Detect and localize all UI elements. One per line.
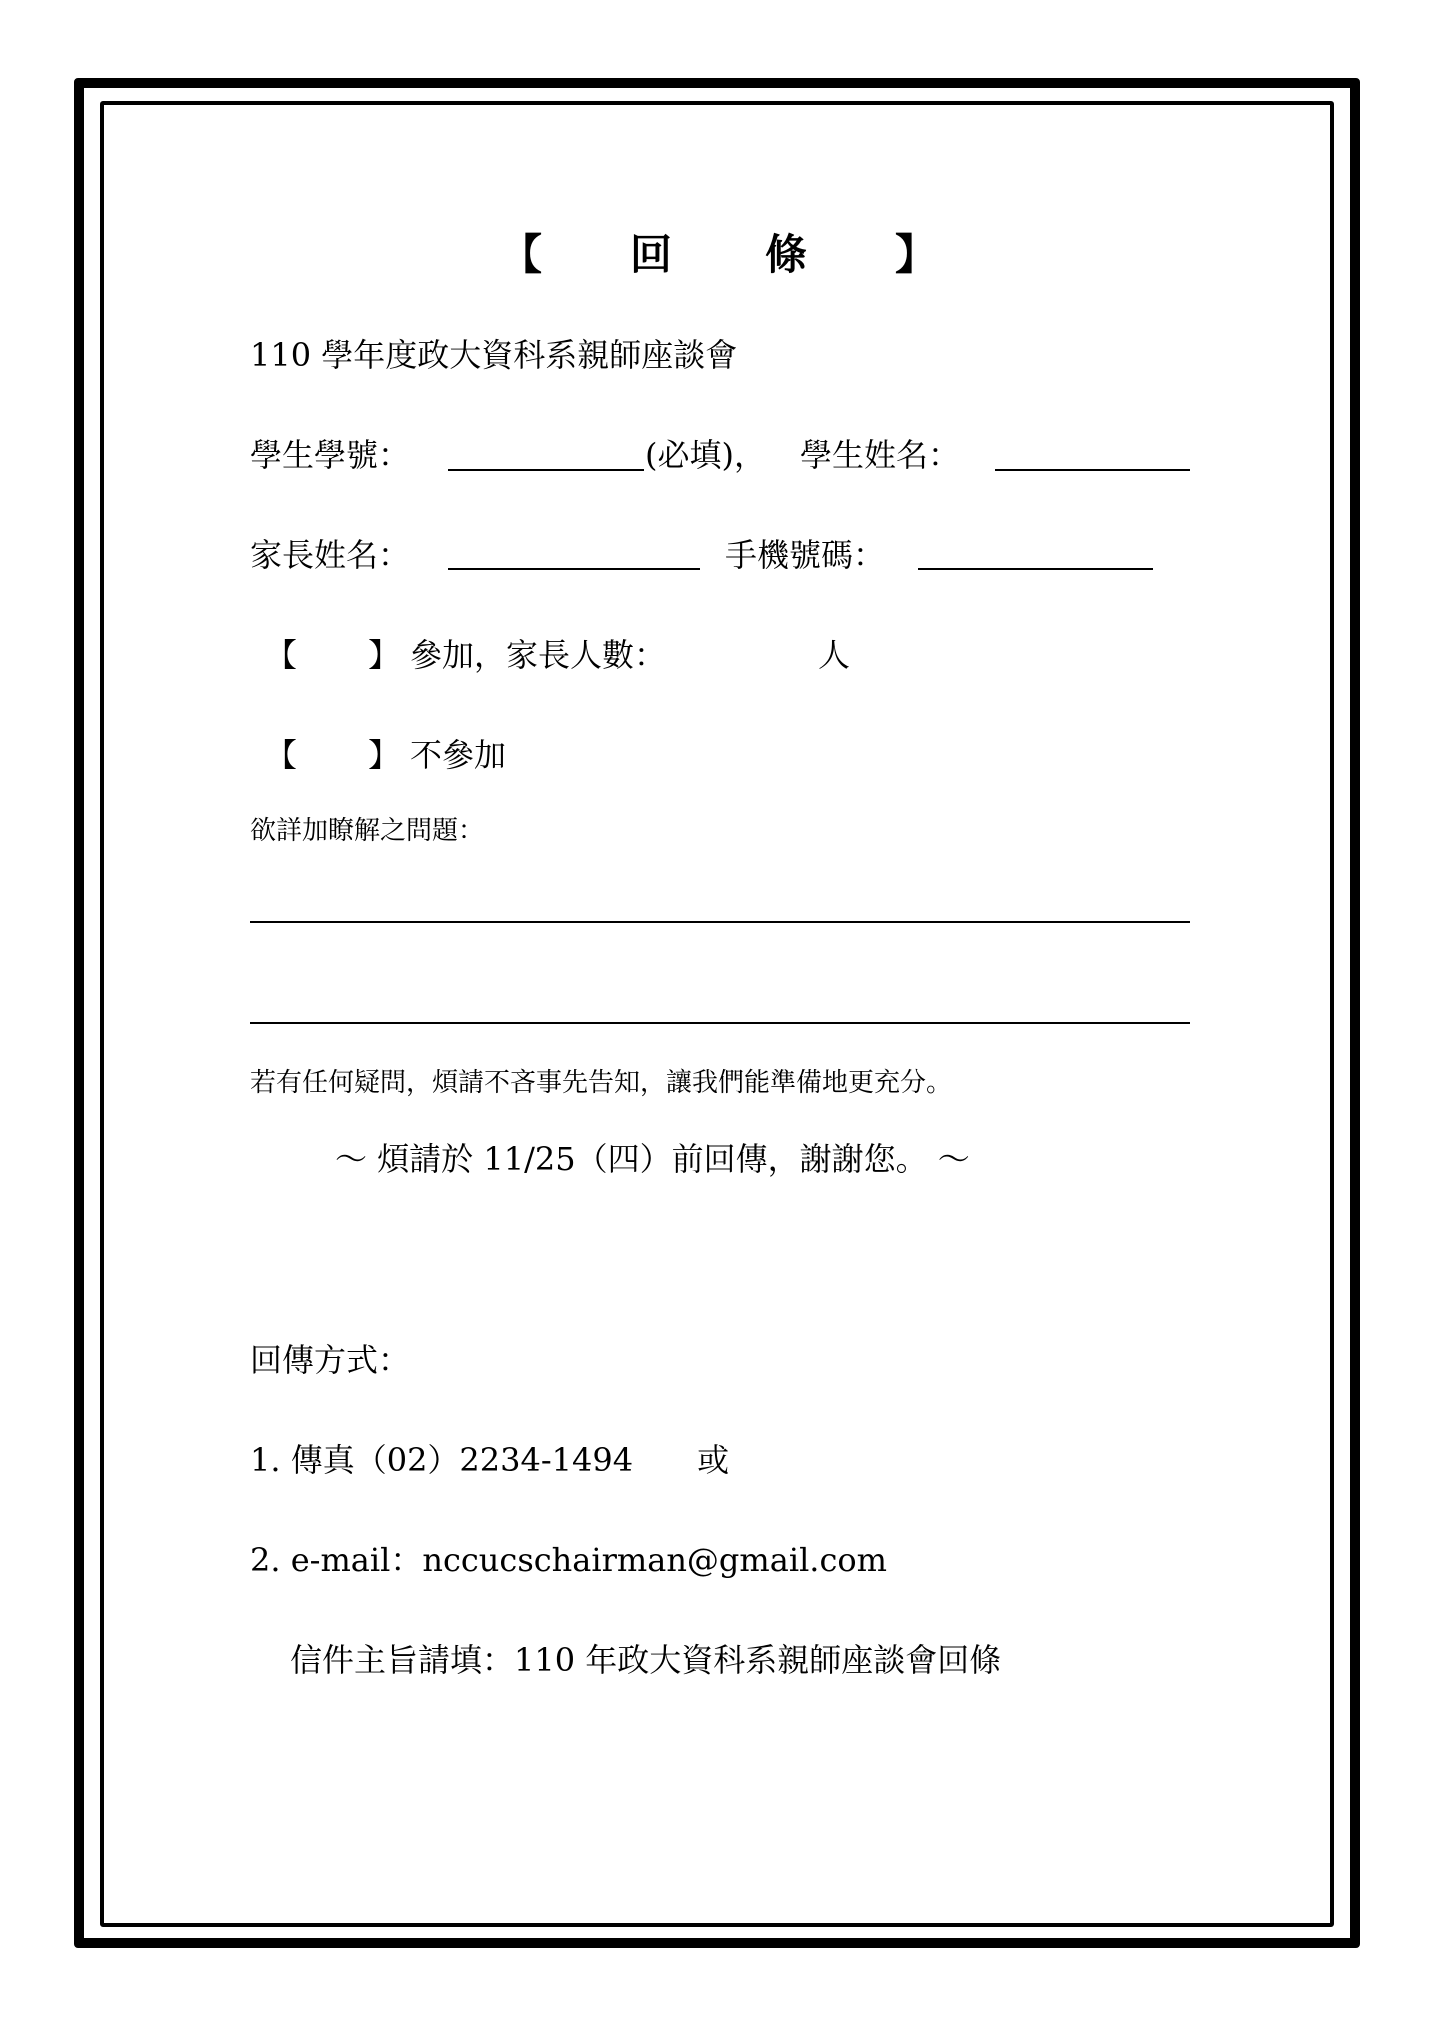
not-attend-label: 不參加 [410, 736, 507, 774]
event-name: 110 學年度政大資科系親師座談會 [250, 336, 738, 374]
attend-bracket-open: 【 [265, 636, 298, 674]
questions-line-1[interactable] [250, 921, 1190, 923]
attend-label: 參加，家長人數： [410, 636, 667, 674]
required-note: (必填)， [645, 436, 766, 474]
person-unit: 人 [818, 636, 851, 674]
student-id-field[interactable] [448, 469, 644, 471]
title-open-bracket: 【 [500, 230, 543, 279]
student-id-label: 學生學號： [250, 436, 411, 474]
not-attend-checkbox[interactable] [298, 728, 366, 770]
questions-line-2[interactable] [250, 1022, 1190, 1024]
student-name-field[interactable] [995, 469, 1190, 471]
parent-name-field[interactable] [448, 568, 700, 570]
not-attend-bracket-close: 】 [368, 736, 401, 774]
attend-bracket-close: 】 [368, 636, 401, 674]
title-close-bracket: 】 [895, 230, 938, 279]
reply-method-label: 回傳方式： [250, 1341, 411, 1379]
attend-checkbox[interactable] [298, 628, 366, 670]
parent-name-label: 家長姓名： [250, 536, 411, 574]
email-subject-line: 信件主旨請填：110 年政大資科系親師座談會回條 [290, 1641, 1002, 1679]
notice-text: 若有任何疑問，煩請不吝事先告知，讓我們能準備地更充分。 [250, 1068, 953, 1098]
fax-method: 1. 傳真（02）2234-1494 或 [250, 1441, 730, 1479]
title-char-hui: 回 [630, 230, 673, 279]
student-name-label: 學生姓名： [800, 436, 961, 474]
title-char-tiao: 條 [765, 230, 808, 279]
phone-field[interactable] [918, 568, 1153, 570]
questions-label: 欲詳加瞭解之問題： [250, 816, 485, 846]
form-title [500, 222, 940, 282]
deadline-text: ～ 煩請於 11/25（四）前回傳，謝謝您。 ～ [335, 1140, 970, 1178]
parent-count-field[interactable] [720, 628, 820, 670]
phone-label: 手機號碼： [725, 536, 886, 574]
email-method[interactable]: 2. e-mail：nccucschairman@gmail.com [250, 1541, 888, 1579]
not-attend-bracket-open: 【 [265, 736, 298, 774]
